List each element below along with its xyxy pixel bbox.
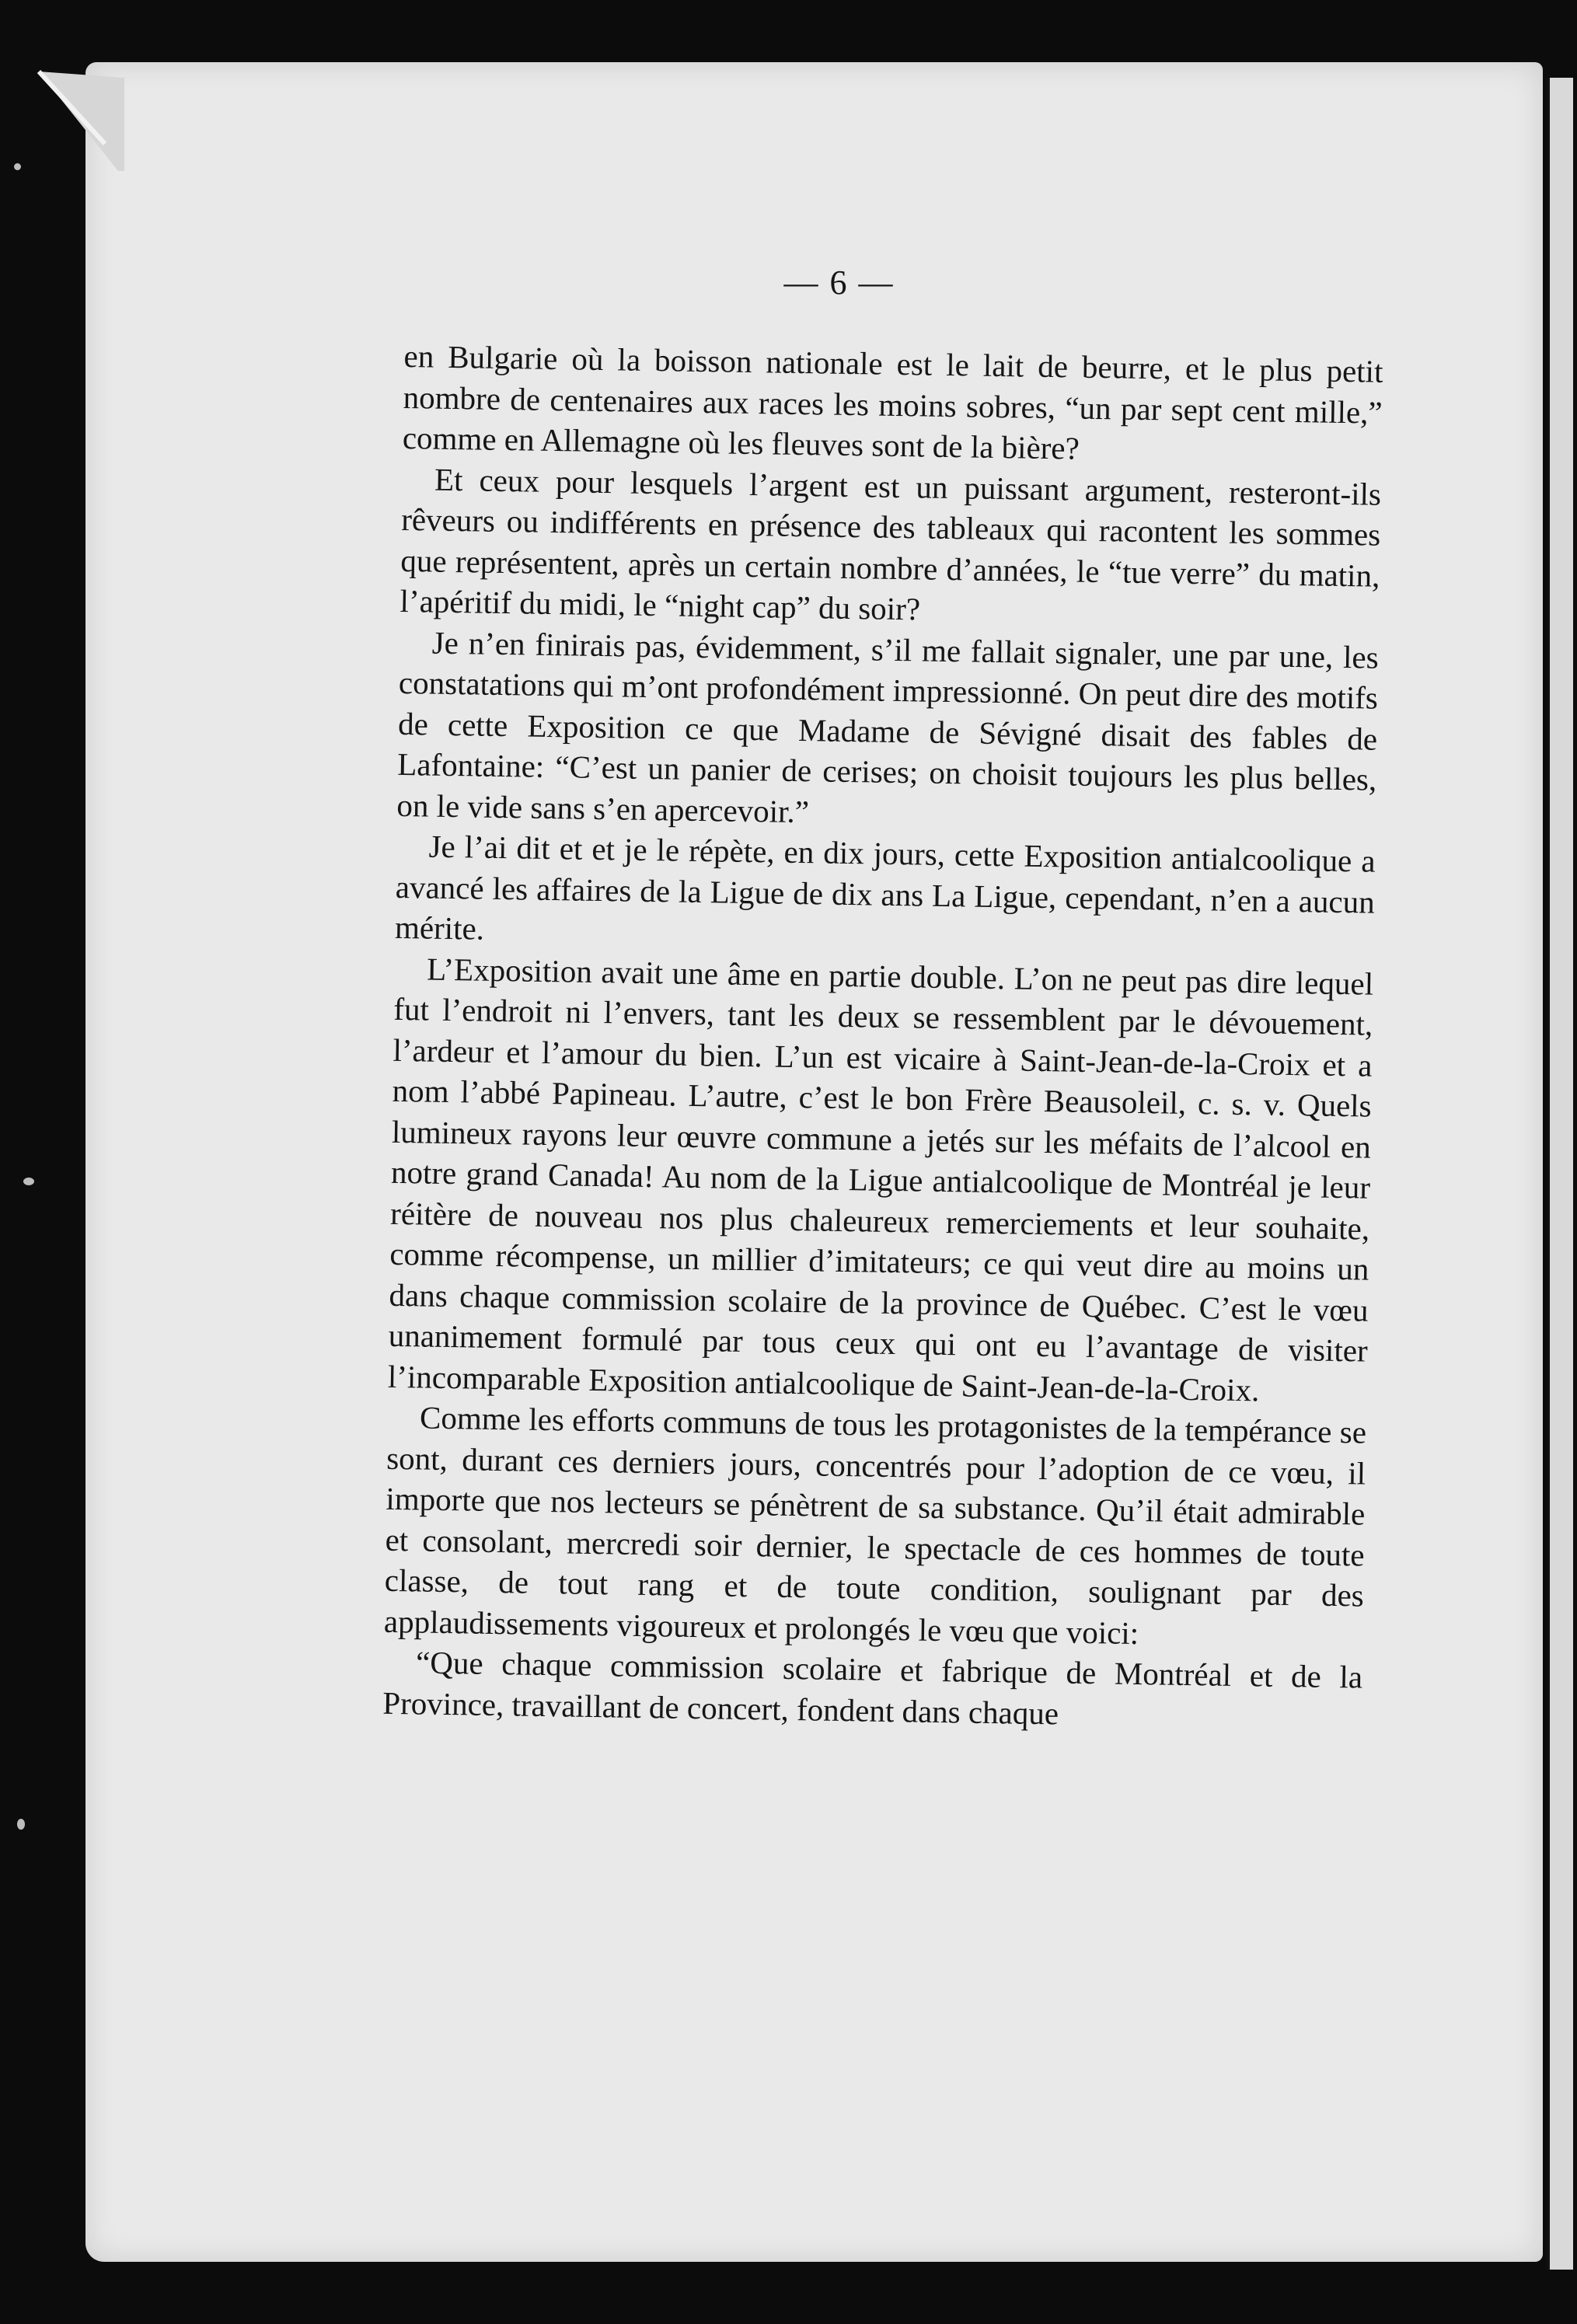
- scan-speck: [17, 1819, 25, 1830]
- adjacent-page-edge: [1547, 78, 1573, 2270]
- paragraph: Je n’en finirais pas, évidemment, s’il me fallait signaler, une par une, les constatations qui m’ont profondément impressionné. On peut dire des motifs de cette Exposition ce que Madame de Sévigné disait des fables de Lafontaine: “C’est un panier de cerises; on choisit toujours les plus belles, on le vide sans s’en apercevoir.”: [396, 624, 1380, 829]
- page-number: — 6 —: [783, 263, 895, 302]
- folded-corner-icon: [31, 62, 140, 171]
- paragraph: Comme les efforts communs de tous les protagonistes de la tempérance se sont, durant ces derniers jours, concentrés pour l’adoption de ce vœu, il importe que nos lecteurs se pénètrent de sa substance. Qu’il était admirable et consolant, mercredi soir dernier, le spectacle de ces hommes de toute classe, de tout rang et de toute condition, soulignant par des applaudissements vigoureux et prolongés le vœu que voici:: [383, 1399, 1367, 1651]
- paragraph: “Que chaque commission scolaire et fabrique de Montréal et de la Province, travaillant de concert, fondent dans chaque: [382, 1644, 1363, 1731]
- paragraph: en Bulgarie où la boisson nationale est le lait de beurre, et le plus petit nombre de centenaires aux races les moins sobres, “un par sept cent mille,” comme en Allemagne où les fleuves sont de la bière?: [402, 337, 1383, 466]
- scan-speck: [23, 1178, 34, 1185]
- paragraph: L’Exposition avait une âme en partie double. L’on ne peut pas dire lequel fut l’endroit ni l’envers, tant les deux se ressemblent par le dévouement, l’ardeur et l’amour du bien. L’un est vicaire à Saint-Jean-de-la-Croix et a nom l’abbé Papineau. L’autre, c’est le bon Frère Beausoleil, c. s. v. Quels lumineux rayons leur œuvre commune a jetés sur les méfaits de l’alcool en notre grand Canada! Au nom de la Ligue antialcoolique de Montréal je leur réitère de nouveau nos plus chaleureux remerciements et leur souhaite, comme récompense, un millier d’imitateurs; ce qui veut dire au moins un dans chaque commission scolaire de la province de Québec. C’est le vœu unanimement formulé par tous ceux qui ont eu l’avantage de visiter l’incomparable Exposition antialcoolique de Saint-Jean-de-la-Croix.: [387, 951, 1374, 1408]
- body-text: [382, 336, 1383, 1739]
- paragraph: Et ceux pour lesquels l’argent est un puissant argument, resteront-ils rêveurs ou indifférents en présence des tableaux qui racontent les sommes que représentent, après un certain nombre d’années, le “tue verre” du matin, l’apéritif du midi, le “night cap” du soir?: [399, 461, 1382, 627]
- paragraph: Je l’ai dit et et je le répète, en dix jours, cette Exposition antialcoolique a avancé les affaires de la Ligue de dix ans La Ligue, cependant, n’en a aucun mérite.: [394, 828, 1376, 947]
- scan-speck: [14, 163, 21, 170]
